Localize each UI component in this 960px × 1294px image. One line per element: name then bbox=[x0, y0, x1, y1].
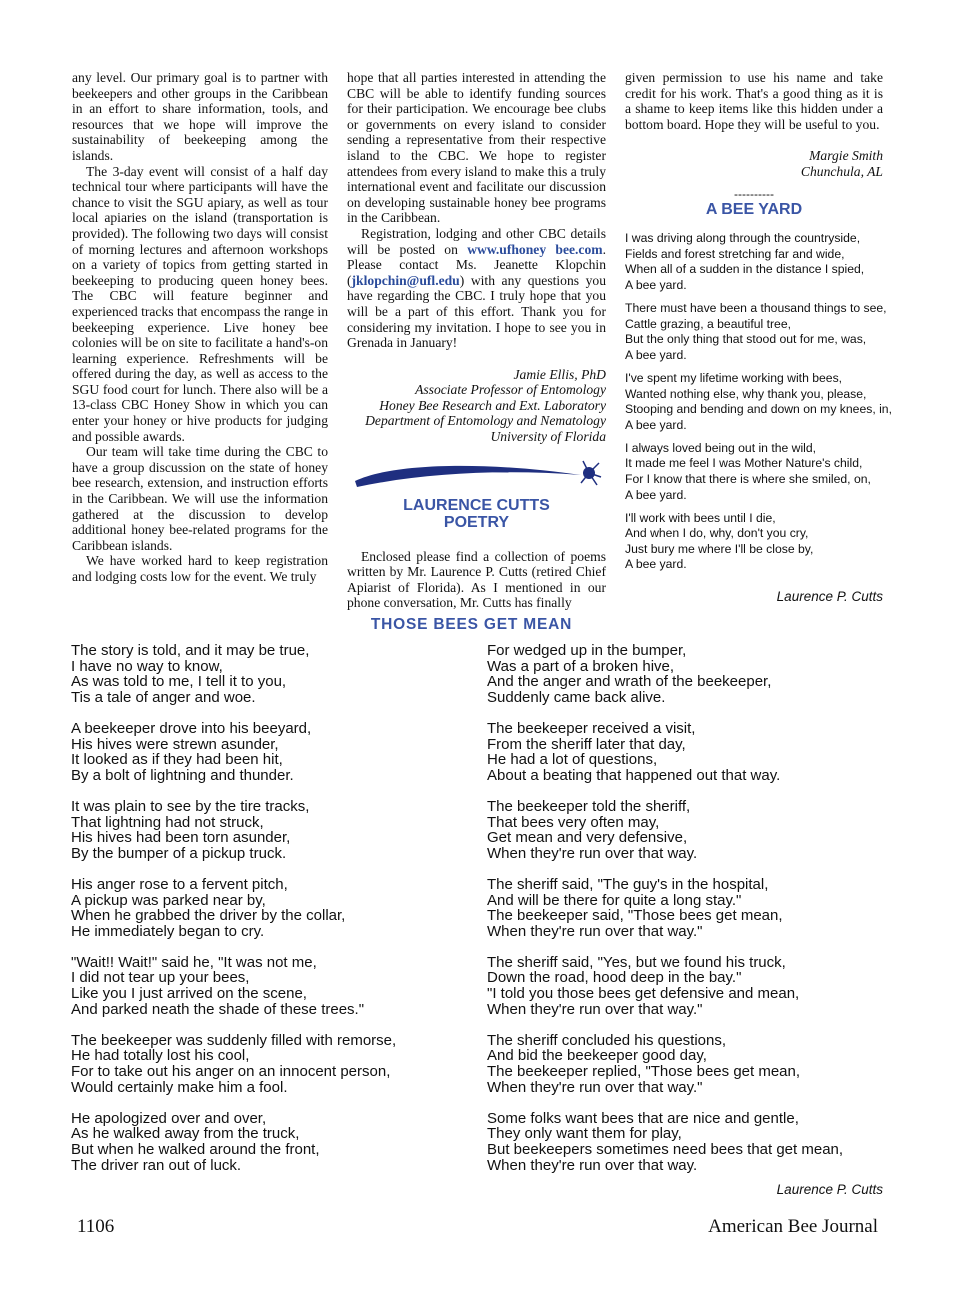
poem-line: He immediately began to cry. bbox=[71, 922, 265, 940]
poem-stanza bbox=[487, 877, 897, 939]
poem-line: The beekeeper said, "Those bees get mean, bbox=[487, 907, 783, 925]
poem-line: And when I do, why, don't you cry, bbox=[625, 526, 809, 541]
poem-stanza bbox=[487, 955, 897, 1017]
paragraph-text: . Please contact Ms. Jeanette Klopchin ( bbox=[347, 241, 606, 288]
poem-line: A beekeeper drove into his beeyard, bbox=[71, 719, 312, 737]
poem-line: When all of a sudden in the distance I spied, bbox=[625, 262, 865, 277]
poem-line: I have no way to know, bbox=[71, 657, 223, 675]
article-column-1 bbox=[72, 70, 328, 585]
poem-line: He had totally lost his cool, bbox=[71, 1047, 250, 1065]
poem-line: For wedged up in the bumper, bbox=[487, 642, 687, 659]
article-paragraph: hope that all parties interested in attending the CBC will be able to identify funding sources for their participation. We encourage bee clubs or governments on every island to consider sending a representative from their respective island to the CBC. We hope to register attendees from every island to make this a truly international event and facilitate our discussion on developing sustainable honey bee programs in the Caribbean. bbox=[347, 70, 606, 226]
poem-line: From the sheriff later that day, bbox=[487, 735, 686, 753]
article-column-2 bbox=[347, 70, 606, 611]
signature-line: Associate Professor of Entomology bbox=[415, 382, 606, 398]
section-title-line: POETRY bbox=[443, 513, 510, 531]
journal-name: American Bee Journal bbox=[708, 1216, 878, 1237]
poem-line: Wanted nothing else, why thank you, please, bbox=[625, 386, 867, 401]
poem-line: His hives had been torn asunder, bbox=[71, 829, 291, 847]
divider: ---------- bbox=[734, 186, 774, 201]
poem-title: THOSE BEES GET MEAN bbox=[370, 616, 573, 633]
poem-line: And bid the beekeeper good day, bbox=[487, 1047, 707, 1065]
poem-line: Was a part of a broken hive, bbox=[487, 657, 675, 675]
poem-stanza bbox=[71, 955, 471, 1017]
poem-line: There must have been a thousand things to see, bbox=[625, 301, 887, 316]
poem-line: When they're run over that way." bbox=[487, 1078, 703, 1096]
poem-line: And will be there for quite a long stay." bbox=[487, 891, 742, 909]
letter-signature bbox=[625, 148, 883, 179]
poem-line: Fields and forest stretching far and wide, bbox=[625, 246, 845, 261]
poem-stanza bbox=[625, 511, 883, 573]
poem-line: They only want them for play, bbox=[487, 1125, 682, 1143]
poem-line: About a beating that happened out that way. bbox=[487, 766, 781, 784]
signature-line: Jamie Ellis, PhD bbox=[513, 366, 606, 382]
signature-line: Chunchula, AL bbox=[800, 163, 883, 179]
poem-line: When they're run over that way." bbox=[487, 922, 703, 940]
poem-line: His anger rose to a fervent pitch, bbox=[71, 875, 288, 893]
poem-line: Some folks want bees that are nice and gentle, bbox=[487, 1109, 799, 1127]
poem-line: The sheriff concluded his questions, bbox=[487, 1031, 727, 1049]
poem-stanza bbox=[71, 799, 471, 861]
poem-line: For to take out his anger on an innocent person, bbox=[71, 1063, 391, 1081]
poem-line: But beekeepers sometimes need bees that get mean, bbox=[487, 1141, 844, 1158]
poem-line: Stooping and bending and down on my knees, in, bbox=[625, 402, 892, 417]
poem-line: Cattle grazing, a beautiful tree, bbox=[625, 316, 791, 331]
poem-stanza bbox=[71, 643, 471, 705]
article-paragraph: The 3-day event will consist of a half day technical tour where participants will have the chance to visit the SGU apiary, as well as tour local apiaries on the island (transportation is provided). The following two days will consist of morning lectures and afternoon workshops on a variety of topics from getting started in beekeeping to producing queen honey bees. The CBC will feature beginner and experienced tracks that encompass the range in beekeeping experience. Live honey bee colonies will be on site to facilitate a hand's-on learning experience. Refreshments will be offered during the day, as well as access to the SGU food court for lunch. There also will be a 13-class CBC Honey Show in which you can enter your honey or hive products for judging and possible awards. bbox=[72, 163, 328, 444]
poem-line: The sheriff said, "The guy's in the hospital, bbox=[487, 875, 769, 893]
poem-line: That lightning had not struck, bbox=[71, 813, 264, 831]
poem-line: His hives were strewn asunder, bbox=[71, 735, 279, 753]
poem-line: A bee yard. bbox=[625, 557, 687, 572]
poem-author: Laurence P. Cutts bbox=[776, 1182, 883, 1197]
website-link[interactable]: www.ufhoney bee.com bbox=[467, 241, 603, 257]
author-signature bbox=[347, 367, 606, 445]
poem-line: He apologized over and over, bbox=[71, 1109, 267, 1127]
poem-stanza bbox=[487, 799, 897, 861]
signature-line: University of Florida bbox=[490, 429, 606, 445]
poem-line: I always loved being out in the wild, bbox=[625, 440, 817, 455]
poem-line: The beekeeper replied, "Those bees get mean, bbox=[487, 1063, 801, 1081]
poem-stanza bbox=[487, 1111, 897, 1173]
poem-line: When they're run over that way." bbox=[487, 1000, 703, 1018]
article-paragraph bbox=[347, 226, 606, 351]
poem-line: The beekeeper received a visit, bbox=[487, 719, 696, 737]
poem-line: A bee yard. bbox=[625, 487, 687, 502]
poem-line: "I told you those bees get defensive and mean, bbox=[487, 985, 800, 1003]
poem-stanza bbox=[71, 877, 471, 939]
poem-line: Tis a tale of anger and woe. bbox=[71, 688, 256, 706]
poem-column-left bbox=[71, 643, 471, 1189]
poem-title: A BEE YARD bbox=[705, 200, 803, 218]
poem-stanza bbox=[625, 301, 887, 363]
poem-column-right bbox=[487, 643, 897, 1189]
bee-swoosh-icon bbox=[353, 459, 603, 493]
poem-stanza bbox=[71, 1033, 471, 1095]
poem-line: I was driving along through the countryside, bbox=[625, 231, 861, 246]
page-number: 1106 bbox=[77, 1216, 115, 1237]
poem-line: Would certainly make him a fool. bbox=[71, 1078, 288, 1096]
poem-line: As was told to me, I tell it to you, bbox=[71, 673, 287, 691]
poem-stanza bbox=[625, 441, 883, 503]
poem-stanza bbox=[487, 643, 897, 705]
paragraph-text: ) with any questions you have regarding the CBC. I truly hope that you will be a part of this effort. Thank you for considering my invitation. I hope to see you in Grenada in January! bbox=[347, 272, 606, 351]
signature-line: Department of Entomology and Nematology bbox=[365, 413, 606, 429]
poem-line: The sheriff said, "Yes, but we found his truck, bbox=[487, 953, 786, 971]
email-link[interactable]: jklopchin@ufl.edu bbox=[351, 272, 460, 288]
poem-line: A bee yard. bbox=[625, 277, 687, 292]
poem-line: By a bolt of lightning and thunder. bbox=[71, 766, 294, 784]
article-column-3 bbox=[625, 70, 892, 605]
article-paragraph: any level. Our primary goal is to partner with beekeepers and other groups in the Caribbean in an effort to share information, tools, and resources that we hope will improve the sustainability of beekeeping among the islands. bbox=[72, 70, 328, 163]
poem-line: Down the road, hood deep in the bay." bbox=[487, 969, 742, 987]
poem-line: The beekeeper told the sheriff, bbox=[487, 797, 691, 815]
poem-line: Just bury me where I'll be close by, bbox=[625, 541, 814, 556]
poem-line: I did not tear up your bees, bbox=[71, 969, 250, 987]
poem-line: For I know that there is where she smiled, on, bbox=[625, 471, 871, 486]
poem-line: It was plain to see by the tire tracks, bbox=[71, 797, 310, 815]
section-title bbox=[347, 497, 606, 531]
poem-line: When they're run over that way. bbox=[487, 844, 698, 862]
poem-line: The beekeeper was suddenly filled with remorse, bbox=[71, 1031, 397, 1049]
poem-body bbox=[625, 231, 892, 573]
poem-stanza bbox=[625, 231, 883, 293]
poem-line: And parked neath the shade of these trees." bbox=[71, 1000, 365, 1018]
poem-line: It made me feel I was Mother Nature's child, bbox=[625, 456, 863, 471]
poem-line: As he walked away from the truck, bbox=[71, 1125, 300, 1143]
poem-stanza bbox=[625, 370, 892, 433]
poem-author: Laurence P. Cutts bbox=[776, 589, 883, 605]
article-paragraph: We have worked hard to keep registration and lodging costs low for the event. We truly bbox=[72, 553, 328, 584]
poem-line: The driver ran out of luck. bbox=[71, 1156, 242, 1174]
poem-stanza bbox=[487, 721, 897, 783]
poem-stanza bbox=[71, 1111, 471, 1173]
poem-line: But the only thing that stood out for me, was, bbox=[625, 332, 867, 347]
poem-stanza bbox=[487, 1033, 897, 1095]
poem-line: By the bumper of a pickup truck. bbox=[71, 844, 287, 862]
article-paragraph: Enclosed please find a collection of poems written by Mr. Laurence P. Cutts (retired Chief Apiarist of Florida). As I mentioned in our phone conversation, Mr. Cutts has finally bbox=[347, 548, 606, 611]
article-paragraph: Our team will take time during the CBC to have a group discussion on the state of honey bee research, extension, and instruction efforts in the Caribbean. We will use the information gathered at the discussion to develop additional honey bee-related programs for the Caribbean islands. bbox=[72, 444, 328, 553]
poem-line: He had a lot of questions, bbox=[487, 751, 658, 769]
signature-line: Honey Bee Research and Ext. Laboratory bbox=[379, 397, 606, 413]
poem-line: But when he walked around the front, bbox=[71, 1141, 320, 1158]
poem-line: And the anger and wrath of the beekeeper, bbox=[487, 673, 772, 691]
poem-line: I've spent my lifetime working with bees, bbox=[625, 370, 843, 385]
section-title-line: LAURENCE CUTTS bbox=[403, 496, 550, 514]
poem-line: "Wait!! Wait!" said he, "It was not me, bbox=[71, 953, 317, 971]
poem-line: A bee yard. bbox=[625, 347, 687, 362]
poem-line: The story is told, and it may be true, bbox=[71, 642, 310, 659]
poem-line: It looked as if they had been hit, bbox=[71, 751, 283, 769]
paragraph-text: Registration, lodging and other CBC details will be posted on bbox=[347, 225, 606, 257]
poem-line: When they're run over that way. bbox=[487, 1156, 698, 1174]
poem-line: When he grabbed the driver by the collar, bbox=[71, 907, 346, 925]
poem-line: Suddenly came back alive. bbox=[487, 688, 666, 706]
poem-line: I'll work with bees until I die, bbox=[625, 510, 776, 525]
poem-stanza bbox=[71, 721, 471, 783]
poem-line: That bees very often may, bbox=[487, 813, 660, 831]
article-paragraph: given permission to use his name and take credit for his work. That's a good thing as it is a shame to keep items like this hidden under a bottom board. Hope they will be useful to you. bbox=[625, 70, 883, 132]
poem-line: Get mean and very defensive, bbox=[487, 829, 688, 847]
poem-line: A pickup was parked near by, bbox=[71, 891, 266, 909]
poem-line: A bee yard. bbox=[625, 417, 687, 432]
signature-line: Margie Smith bbox=[809, 148, 883, 164]
poem-line: Like you I just arrived on the scene, bbox=[71, 985, 307, 1003]
